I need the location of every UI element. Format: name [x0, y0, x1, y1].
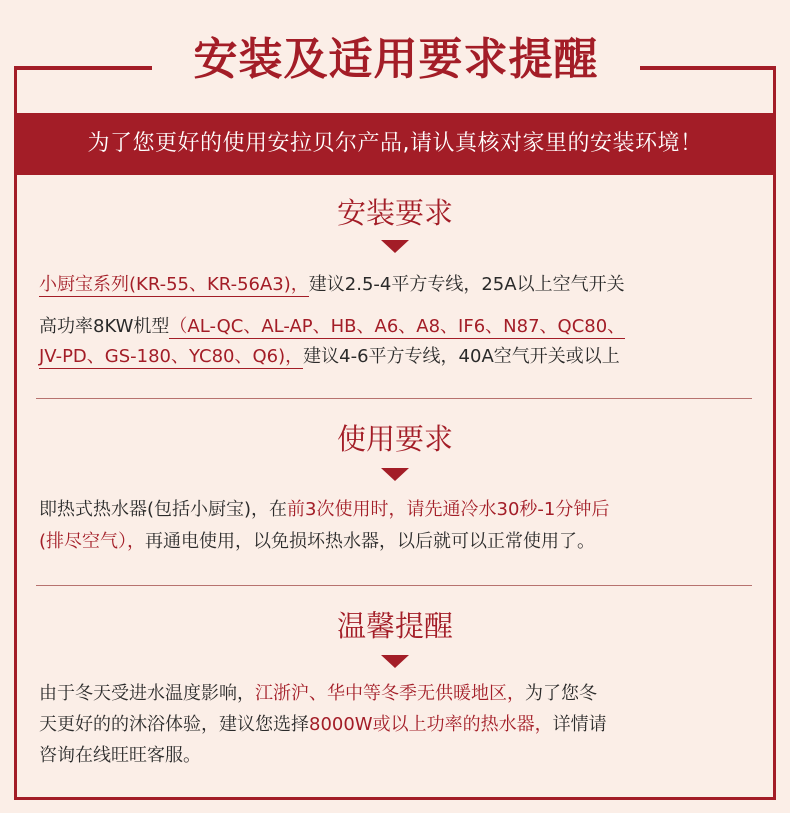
title-rule-right	[640, 66, 776, 70]
install-line-3-highlight: JV-PD、GS-180、YC80、Q6)，	[39, 346, 304, 367]
page-title: 安装及适用要求提醒	[193, 34, 599, 85]
tips-line-2-highlight: 8000W或以上功率的热水器，	[309, 714, 553, 735]
install-line-2-highlight: （AL-QC、AL-AP、HB、A6、A8、IF6、N87、QC80、	[169, 316, 626, 337]
install-line-1-text: 建议2.5-4平方专线，25A以上空气开关	[308, 274, 625, 295]
install-line-1	[39, 272, 625, 298]
title-rule-left	[14, 66, 152, 70]
tips-section-title: 温馨提醒	[336, 609, 453, 643]
section-divider	[36, 585, 752, 586]
tips-line-1	[39, 681, 597, 707]
tips-line-3	[39, 743, 201, 769]
usage-line-1-text: 即热式热水器(包括小厨宝)，在	[39, 499, 288, 520]
install-line-1-highlight: 小厨宝系列(KR-55、KR-56A3)，	[39, 274, 309, 295]
usage-line-1	[39, 497, 609, 523]
install-line-3	[39, 344, 620, 370]
usage-section-title: 使用要求	[336, 422, 453, 456]
install-section-title: 安装要求	[336, 196, 453, 230]
tips-down-arrow-icon	[381, 655, 409, 668]
tips-line-2-text: 天更好的的沐浴体验，建议您选择	[39, 714, 309, 735]
tips-line-3-text: 咨询在线旺旺客服。	[39, 745, 201, 766]
install-line-2	[39, 314, 625, 340]
install-down-arrow-icon	[381, 240, 409, 253]
notice-banner: 为了您更好的使用安拉贝尔产品,请认真核对家里的安装环境！	[14, 113, 776, 175]
usage-line-2	[39, 529, 595, 555]
usage-down-arrow-icon	[381, 468, 409, 481]
usage-line-2-text: 再通电使用，以免损坏热水器，以后就可以正常使用了。	[145, 531, 596, 552]
tips-line-1-tail: 为了您冬	[525, 683, 597, 704]
tips-line-2-tail: 详情请	[552, 714, 607, 735]
tips-line-1-highlight: 江浙沪、华中等冬季无供暖地区，	[255, 683, 525, 704]
tips-line-2	[39, 712, 607, 738]
install-line-3-text: 建议4-6平方专线，40A空气开关或以上	[303, 346, 620, 367]
usage-line-1-highlight: 前3次使用时，请先通冷水30秒-1分钟后	[287, 499, 610, 520]
install-line-2-text: 高功率8KW机型	[39, 316, 170, 337]
section-divider	[36, 398, 752, 399]
tips-line-1-text: 由于冬天受进水温度影响，	[39, 683, 255, 704]
usage-line-2-highlight: (排尽空气），	[39, 531, 146, 552]
